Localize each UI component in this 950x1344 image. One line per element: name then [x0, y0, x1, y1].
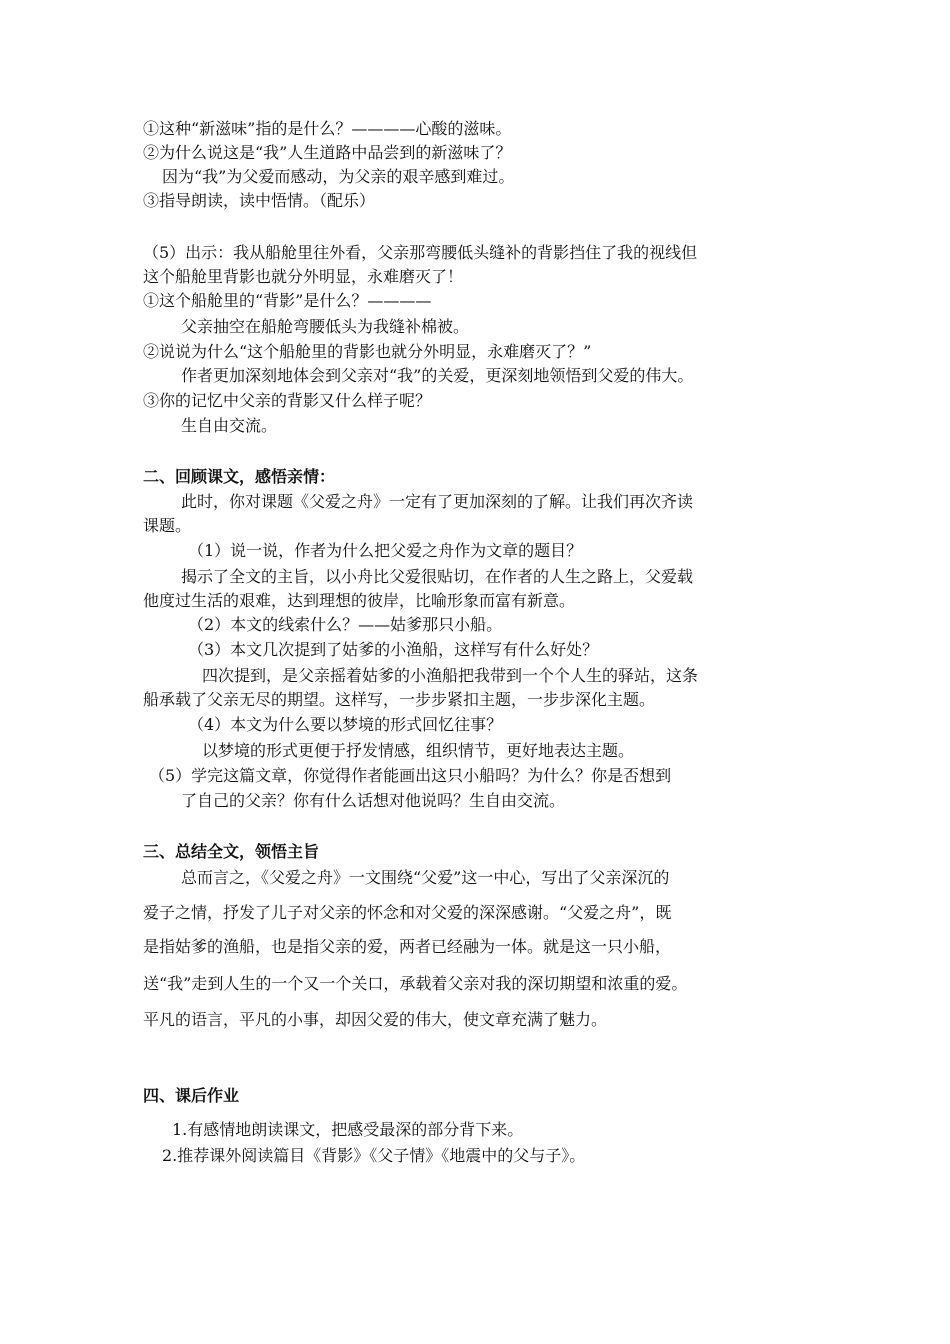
text-line: （1）说一说，作者为什么把父爱之舟作为文章的题目？: [188, 541, 583, 560]
text-line: ①这种“新滋味”指的是什么？————心酸的滋味。: [143, 119, 512, 138]
text-line: 因为“我”为父爱而感动，为父亲的艰辛感到难过。: [162, 167, 515, 186]
text-line: 送“我”走到人生的一个又一个关口，承载着父亲对我的深切期望和浓重的爱。: [143, 974, 688, 993]
text-line: （3）本文几次提到了姑爹的小渔船，这样写有什么好处？: [188, 640, 599, 659]
list-item: 1.有感情地朗读课文，把感受最深的部分背下来。: [172, 1120, 524, 1139]
text-line: （5）学完这篇文章，你觉得作者能画出这只小船吗？为什么？你是否想到: [149, 766, 672, 785]
text-line: 平凡的语言，平凡的小事，却因父爱的伟大，使文章充满了魅力。: [143, 1010, 608, 1029]
text-line: 这个船舱里背影也就分外明显，永难磨灭了！: [143, 267, 464, 286]
text-line: （5）出示：我从船舱里往外看，父亲那弯腰低头缝补的背影挡住了我的视线但: [143, 243, 698, 262]
text-line: 作者更加深刻地体会到父亲对“我”的关爱，更深刻地领悟到父爱的伟大。: [181, 366, 694, 385]
text-line: 四次提到，是父亲摇着姑爹的小渔船把我带到一个个人生的驿站，这条: [202, 666, 699, 685]
text-line: 父亲抽空在船舱弯腰低头为我缝补棉被。: [181, 317, 470, 336]
text-line: ③指导朗读，读中悟情。（配乐）: [143, 191, 376, 210]
text-line: 课题。: [143, 516, 192, 535]
section-heading: 四、课后作业: [143, 1086, 240, 1105]
text-line: （2）本文的线索什么？——姑爹那只小船。: [188, 615, 503, 634]
text-line: 生自由交流。: [181, 416, 278, 435]
text-line: 总而言之，《父爱之舟》一文围绕“父爱”这一中心，写出了父亲深沉的: [181, 868, 670, 887]
text-line: ①这个船舱里的“背影”是什么？————: [143, 291, 432, 310]
text-line: （4）本文为什么要以梦境的形式回忆往事？: [188, 715, 503, 734]
list-item: 2.推荐课外阅读篇目《背影》《父子情》《地震中的父与子》。: [162, 1146, 586, 1165]
text-line: 爱子之情，抒发了儿子对父亲的怀念和对父爱的深深感谢。“父爱之舟”，既: [143, 903, 672, 922]
text-line: 此时，你对课题《父爱之舟》一定有了更加深刻的了解。让我们再次齐读: [181, 492, 694, 511]
text-line: 了自己的父亲？你有什么话想对他说吗？生自由交流。: [181, 791, 566, 810]
text-line: 船承载了父亲无尽的期望。这样写，一步步紧扣主题，一步步深化主题。: [143, 690, 656, 709]
text-line: 以梦境的形式更便于抒发情感，组织情节，更好地表达主题。: [202, 741, 635, 760]
text-line: ③你的记忆中父亲的背影又什么样子呢？: [143, 391, 432, 410]
section-heading: 三、总结全文，领悟主旨: [143, 842, 320, 861]
text-line: ②说说为什么“这个船舱里的背影也就分外明显，永难磨灭了？”: [143, 342, 592, 361]
text-line: 他度过生活的艰难，达到理想的彼岸，比喻形象而富有新意。: [143, 591, 576, 610]
text-line: 揭示了全文的主旨，以小舟比父爱很贴切，在作者的人生之路上，父爱载: [181, 567, 694, 586]
text-line: ②为什么说这是“我”人生道路中品尝到的新滋味了？: [143, 143, 512, 162]
text-line: 是指姑爹的渔船，也是指父亲的爱，两者已经融为一体。就是这一只小船，: [143, 937, 672, 956]
section-heading: 二、回顾课文，感悟亲情：: [143, 467, 336, 486]
